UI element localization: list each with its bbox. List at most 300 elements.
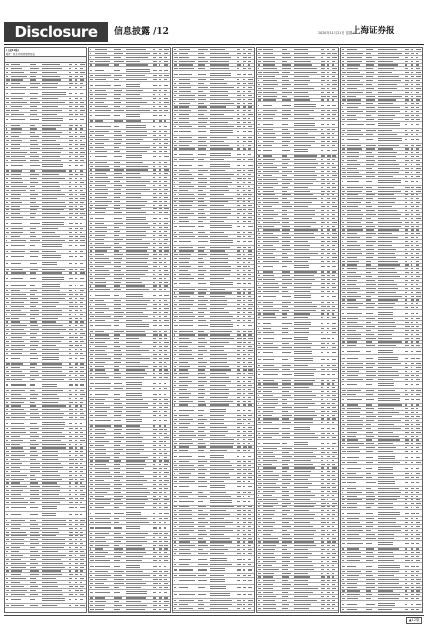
table-cell [258,150,262,151]
table-cell [416,249,420,250]
table-cell [332,302,334,303]
table-cell [332,105,336,106]
table-cell [416,412,418,413]
table-cell [126,429,140,430]
table-cell [153,388,155,389]
table-cell [80,574,82,575]
table-cell [416,237,418,238]
table-cell [153,354,157,355]
table-cell [42,422,65,425]
table-cell [30,198,36,199]
table-cell [321,347,325,348]
table-cell [174,262,177,263]
table-cell [42,206,66,207]
table-cell [416,307,418,308]
table-cell [327,460,328,461]
table-cell [114,377,121,378]
table-cell [237,300,241,301]
table-cell [164,185,167,186]
table-cell [198,549,204,550]
table-cell [258,499,262,500]
table-cell [282,428,290,429]
table-cell [42,114,57,115]
table-cell [237,526,240,527]
table-cell [248,477,252,478]
table-cell [258,88,261,89]
table-cell [90,548,92,549]
table-cell [11,198,20,199]
table-cell [411,416,414,417]
table-cell [342,49,344,50]
table-cell [6,475,10,476]
table-cell [243,178,245,179]
table-cell [405,172,410,173]
table-cell [95,254,104,255]
table-cell [153,126,155,127]
table-cell [164,507,168,508]
table-cell [237,346,241,347]
table-cell [366,107,375,108]
table-cell [179,316,194,317]
table-cell [42,471,58,472]
table-cell [237,410,241,411]
table-cell [126,162,143,163]
table-cell [416,299,419,300]
table-cell [6,467,9,468]
table-cell [237,232,240,233]
table-cell [159,548,162,549]
table-cell [159,556,161,557]
table-cell [80,423,82,424]
table-cell [342,272,344,273]
table-cell [248,308,252,309]
table-cell [11,337,22,338]
table-cell [42,170,66,171]
table-cell [248,559,251,560]
table-cell [237,247,242,248]
table-cell [6,72,8,73]
table-cell [179,110,190,111]
table-cell [198,377,206,378]
table-cell [237,217,239,218]
table-cell [198,198,204,199]
table-cell [174,373,178,374]
table-cell [179,79,190,80]
table-cell [90,460,93,461]
table-cell [243,553,244,554]
table-cell [30,136,39,137]
table-cell [366,338,376,339]
table-cell [248,292,251,293]
table-cell [294,343,312,344]
table-cell [248,274,251,275]
table-cell [282,374,292,375]
table-cell [95,53,107,54]
table-cell [95,227,106,228]
table-cell [378,229,399,230]
table-cell [164,449,166,450]
table-cell [248,178,251,179]
table-cell [153,601,158,602]
table-cell [347,436,355,437]
table-cell [153,566,158,567]
table-cell [6,217,10,218]
table-cell [126,399,143,400]
table-cell [321,522,326,523]
table-cell [114,560,120,561]
table-cell [114,57,121,58]
table-cell [90,156,92,157]
table-cell [416,390,421,391]
table-cell [416,428,420,429]
table-cell [30,423,37,424]
table-cell [405,345,410,346]
table-cell [347,202,361,203]
table-cell [294,61,311,62]
table-cell [237,226,241,227]
table-cell [416,424,420,425]
table-cell [174,461,176,462]
table-cell [321,338,326,339]
table-cell [327,387,329,388]
table-cell [179,83,190,84]
table-cell [153,308,158,309]
table-cell [411,412,414,413]
table-cell [258,522,262,523]
table-cell [6,102,10,103]
table-cell [416,172,420,173]
table-cell [164,166,167,167]
table-cell [90,266,94,267]
table-cell [263,198,278,199]
table-cell [198,103,204,104]
table-cell [405,49,409,50]
table-cell [11,570,22,571]
table-cell [327,261,330,262]
table-cell [6,232,9,233]
table-cell [282,514,288,515]
table-cell [174,198,178,199]
table-cell [258,271,260,272]
table-cell [80,213,85,214]
table-cell [42,394,57,395]
table-cell [416,334,419,335]
table-cell [237,131,240,132]
table-cell [6,290,8,291]
table-cell [198,91,203,92]
table-cell [416,145,421,146]
table-cell [75,486,76,487]
table-cell [327,604,330,605]
table-cell [237,575,240,576]
table-cell [411,233,414,234]
table-cell [294,110,314,111]
table-cell [30,507,38,508]
table-cell [282,233,289,234]
table-cell [282,475,291,476]
table-cell [6,98,10,99]
table-cell [174,389,176,390]
table-cell [90,433,92,434]
table-cell [294,553,312,554]
table-cell [321,261,324,262]
table-cell [80,471,83,472]
table-cell [11,318,19,319]
table-cell [282,210,287,211]
table-cell [179,522,194,523]
table-cell [416,229,419,230]
table-cell [6,514,8,515]
table-cell [159,64,160,65]
table-cell [159,115,162,116]
table-cell [416,296,421,297]
table-cell [6,486,9,487]
table-row [5,356,86,363]
table-cell [243,401,246,402]
table-cell [416,214,421,215]
table-cell [294,68,317,69]
table-cell [332,296,336,297]
table-cell [210,500,232,503]
table-cell [69,463,74,464]
table-cell [198,415,203,416]
table-row [173,607,254,611]
table-cell [258,249,261,250]
table-cell [282,443,287,444]
table-cell [327,328,329,329]
table-cell [174,369,176,370]
continuation-note: (上接11版) [6,48,19,52]
table-cell [258,229,260,230]
table-cell [411,432,414,433]
table-cell [69,272,72,273]
table-cell [327,179,329,180]
table-cell [327,241,330,242]
table-cell [95,592,110,593]
table-cell [282,387,291,388]
table-cell [282,68,291,69]
table-cell [342,124,345,125]
table-row [173,585,254,592]
table-cell [174,354,176,355]
table-cell [90,53,92,54]
table-cell [80,128,83,129]
table-cell [405,264,409,265]
table-cell [321,592,323,593]
table-cell [95,205,108,206]
table-cell [90,592,93,593]
table-cell [75,563,78,564]
table-cell [332,399,336,400]
table-cell [411,61,413,62]
table-cell [153,369,155,370]
table-cell [327,283,330,284]
table-cell [258,53,261,54]
table-cell [75,479,76,480]
table-cell [153,282,155,283]
table-cell [332,118,335,119]
table-cell [321,534,325,535]
table-cell [198,213,205,214]
table-cell [237,137,239,138]
table-cell [75,302,76,303]
table-cell [174,99,176,100]
table-cell [159,597,162,598]
table-cell [327,257,329,258]
table-cell [405,214,409,215]
table-cell [6,93,9,94]
table-cell [174,569,177,570]
table-row [89,67,170,74]
table-cell [263,600,275,601]
table-cell [90,247,93,248]
table-cell [263,352,273,353]
table-cell [416,264,419,265]
table-cell [416,284,418,285]
section-brand-logo: Disclosure [4,22,108,42]
table-cell [164,433,167,434]
table-cell [90,320,93,321]
table-cell [258,202,261,203]
table-cell [198,209,204,210]
table-cell [263,150,272,151]
table-cell [321,553,323,554]
table-cell [198,469,207,470]
table-cell [342,210,344,211]
table-cell [210,292,232,293]
table-cell [69,329,74,330]
table-cell [80,217,83,218]
table-cell [198,604,204,605]
table-cell [282,266,287,267]
table-cell [75,232,77,233]
table-cell [164,571,168,572]
table-cell [321,88,325,89]
table-cell [90,243,92,244]
table-cell [159,189,161,190]
table-cell [282,506,288,507]
table-cell [327,266,330,267]
table-cell [198,435,206,436]
table-cell [243,423,244,424]
table-cell [6,87,9,88]
table-cell [174,510,176,511]
table-cell [263,545,276,546]
table-cell [80,325,83,326]
table-cell [75,87,77,88]
table-cell [42,318,58,319]
table-cell [327,464,330,465]
table-cell [80,186,82,187]
table-cell [282,226,290,227]
table-cell [90,541,94,542]
table-cell [332,549,336,550]
table-cell [237,518,240,519]
table-cell [179,559,191,560]
table-cell [75,318,78,319]
table-cell [243,510,246,511]
table-cell [198,122,207,123]
table-cell [321,257,324,258]
table-cell [42,532,59,533]
table-cell [6,570,9,571]
table-cell [126,425,140,426]
table-cell [263,88,274,89]
table-cell [6,451,9,452]
table-cell [282,503,291,504]
table-cell [237,126,242,127]
table-cell [159,453,162,454]
table-cell [294,549,308,550]
table-cell [347,61,362,62]
table-cell [11,321,20,322]
table-cell [411,176,413,177]
table-cell [42,198,57,199]
table-cell [69,256,74,257]
table-cell [416,218,421,219]
table-cell [159,75,162,76]
table-cell [42,164,63,167]
table-cell [405,115,409,116]
table-cell [69,567,72,568]
table-cell [198,473,205,474]
table-cell [378,194,394,195]
table-cell [90,484,93,485]
table-cell [69,451,71,452]
table-cell [179,254,191,255]
table-cell [80,198,85,199]
table-cell [405,206,408,207]
table-cell [80,232,82,233]
table-cell [263,226,273,227]
table-cell [6,502,9,503]
table-cell [30,165,40,166]
table-cell [198,431,204,432]
table-cell [95,492,106,493]
table-cell [405,168,409,169]
table-cell [164,362,166,363]
table-cell [114,346,120,347]
table-cell [237,334,241,335]
table-cell [90,415,94,416]
table-cell [153,270,156,271]
table-cell [258,428,261,429]
table-cell [243,174,245,175]
table-cell [237,506,241,507]
table-cell [90,325,93,326]
table-cell [179,604,188,605]
table-cell [75,285,76,286]
table-cell [69,165,71,166]
table-cell [90,429,92,430]
table-cell [174,170,177,171]
table-cell [210,320,231,321]
table-cell [294,295,311,298]
table-cell [411,80,413,81]
table-cell [347,134,363,135]
table-cell [282,222,289,223]
table-cell [11,471,20,472]
table-cell [114,193,122,194]
table-cell [405,257,407,258]
table-cell [114,254,123,255]
table-cell [126,373,147,374]
table-cell [258,133,260,134]
table-cell [378,210,397,211]
table-cell [80,132,82,133]
table-cell [248,450,250,451]
table-cell [416,107,419,108]
